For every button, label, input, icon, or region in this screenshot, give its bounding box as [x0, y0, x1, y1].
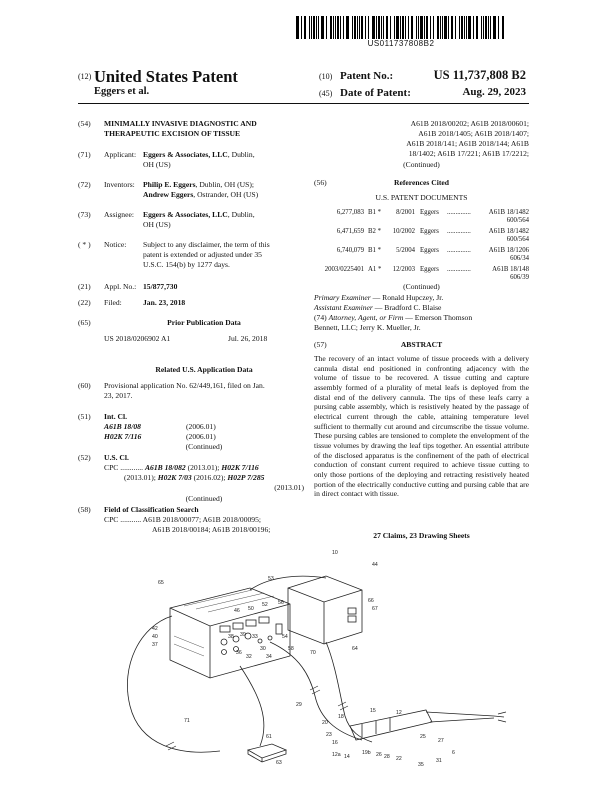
- reference-numeral: 18: [338, 714, 344, 720]
- applicant-code: (71): [78, 150, 91, 159]
- barcode-bar: [357, 16, 358, 39]
- barcode-bar: [333, 16, 334, 39]
- intcl-continued: (Continued): [185, 442, 223, 451]
- barcode-bar: [433, 16, 434, 39]
- barcode-bar: [448, 16, 449, 39]
- cont-line-2: A61B 2018/1405; A61B 2018/1407;: [418, 129, 529, 138]
- citation-date: 10/2002: [392, 228, 415, 235]
- intcl-code: (51): [78, 412, 91, 421]
- reference-numeral: 66: [368, 598, 374, 604]
- barcode-bar: [376, 16, 377, 39]
- reference-numeral: 29: [296, 702, 302, 708]
- console-top-edge: [170, 604, 290, 626]
- appl-number: 15/877,730: [143, 282, 178, 291]
- barcode-bar: [498, 16, 499, 39]
- inventor-2-loc: , Ostrander, OH (US): [193, 190, 259, 199]
- citation-row: [314, 209, 529, 226]
- cont-line-1: A61B 2018/00202; A61B 2018/00601;: [410, 119, 529, 128]
- fcs-line-1-text: A61B 2018/00077; A61B 2018/00095;: [142, 515, 261, 524]
- reference-numeral: 14: [344, 754, 350, 760]
- barcode-bar: [309, 16, 310, 39]
- barcode-bar: [490, 16, 491, 39]
- barcode-bar: [488, 16, 489, 39]
- barcode-bar: [326, 16, 327, 39]
- citation-number: 6,471,659: [336, 228, 364, 235]
- reference-numeral: 25: [420, 734, 426, 740]
- provisional-code: (60): [78, 381, 91, 390]
- citation-subclass: 606/39: [510, 274, 529, 282]
- reference-numeral: 38: [228, 634, 234, 640]
- assignee-loc: , Dublin,: [227, 210, 255, 219]
- barcode-bar: [321, 16, 324, 39]
- cable-65: [127, 616, 220, 752]
- attorney: [314, 313, 529, 323]
- provisional-line-2: 23, 2017.: [104, 391, 133, 400]
- barcode-bar: [361, 16, 363, 39]
- notice-line-1: Subject to any disclaimer, the term of this: [143, 240, 270, 249]
- reference-numeral: 71: [184, 718, 190, 724]
- reference-numeral: 33: [252, 634, 258, 640]
- reference-numeral: 22: [396, 756, 402, 762]
- reference-numeral: 56: [278, 600, 284, 606]
- barcode-bar: [411, 16, 413, 39]
- applicant-loc: , Dublin,: [227, 150, 255, 159]
- barcode-bar: [343, 16, 344, 39]
- barcode-bar: [437, 16, 439, 39]
- fcs-cpc-label: CPC: [104, 515, 119, 524]
- reference-numeral: 15: [370, 708, 376, 714]
- citation-class: A61B 18/1482: [488, 209, 529, 216]
- barcode-bar: [346, 16, 349, 39]
- applicant-value: [143, 150, 303, 160]
- barcode-bar: [296, 16, 299, 39]
- barcode-bar: [464, 16, 465, 39]
- citation-name: Eggers: [420, 209, 439, 216]
- console-box: [170, 588, 290, 678]
- reference-numeral: 10: [332, 550, 338, 556]
- citation-kind: B1 *: [368, 209, 382, 216]
- assignee-value: [143, 210, 303, 220]
- uscl-continued: (Continued): [185, 494, 223, 503]
- assignee-label: Assignee:: [104, 210, 134, 219]
- patent-no-label: Patent No.:: [340, 70, 394, 82]
- notice-code: ( * ): [78, 240, 91, 249]
- primary-label: Primary Examiner: [314, 293, 371, 302]
- citation-class: A61B 18/1206: [488, 247, 529, 254]
- citation-date: 12/2003: [392, 266, 415, 273]
- citation-subclass: 600/564: [506, 236, 529, 244]
- barcode-bar: [405, 16, 406, 39]
- reference-numeral: 12: [396, 710, 402, 716]
- refs-heading: References Cited: [394, 178, 449, 187]
- barcode-bar: [330, 16, 332, 39]
- abstract-heading: ABSTRACT: [400, 340, 443, 349]
- display-2: [233, 623, 243, 629]
- uscl-heading: U.S. Cl.: [104, 453, 129, 462]
- citation-subclass: 606/34: [510, 255, 529, 263]
- patent-date: Aug. 29, 2023: [462, 86, 526, 98]
- reference-numeral: 65: [158, 580, 164, 586]
- primary-name: — Ronald Hupczey, Jr.: [370, 293, 444, 302]
- barcode-bar: [335, 16, 336, 39]
- barcode-bar: [381, 16, 382, 39]
- barcode-bar: [430, 16, 431, 39]
- citation-number: 6,277,083: [336, 209, 364, 216]
- barcode-bar: [352, 16, 353, 39]
- barcode-bar: [304, 16, 306, 39]
- barcode-bar: [316, 16, 317, 39]
- reference-numeral: 35: [418, 762, 424, 768]
- reference-numeral: 34: [266, 654, 272, 660]
- date-label: Date of Patent:: [340, 87, 411, 99]
- reference-numeral: 40: [152, 634, 158, 640]
- barcode-bar: [481, 16, 482, 39]
- citation-dots: ..............: [447, 228, 471, 235]
- title-line-1: MINIMALLY INVASIVE DIAGNOSTIC AND: [104, 119, 257, 128]
- title-code: (54): [78, 119, 91, 128]
- citation-number: 2003/0225401: [324, 266, 364, 273]
- patent-drawing: [100, 546, 540, 786]
- notice-line-3: U.S.C. 154(b) by 1277 days.: [143, 260, 230, 269]
- refs-continued: (Continued): [403, 282, 440, 291]
- reference-numeral: 12a: [332, 752, 341, 758]
- reference-numeral: 54: [282, 634, 288, 640]
- uscl-code: (52): [78, 453, 91, 462]
- notice-label: Notice:: [104, 240, 127, 249]
- citation-subclass: 600/564: [506, 217, 529, 225]
- barcode-bar: [444, 16, 447, 39]
- barcode-bar: [372, 16, 375, 39]
- knob-3: [245, 633, 251, 639]
- reference-numeral: 37: [152, 642, 158, 648]
- applicant-name: Eggers & Associates, LLC: [143, 150, 228, 159]
- cpc-3: H02K 7/03: [157, 473, 192, 482]
- barcode-bar: [466, 16, 467, 39]
- reference-numeral: 46: [234, 608, 240, 614]
- barcode-number: US011737808B2: [367, 39, 435, 48]
- reference-numeral: 53: [268, 576, 274, 582]
- barcode-bar: [424, 16, 425, 39]
- patent-number: US 11,737,808 B2: [433, 68, 526, 82]
- inventor-2-name: Andrew Eggers: [143, 190, 194, 199]
- barcode: [296, 16, 506, 39]
- assistant-examiner: [314, 303, 529, 313]
- reference-numeral: 39: [240, 632, 246, 638]
- citation-kind: B1 *: [368, 247, 382, 254]
- cpc-1: A61B 18/082: [144, 463, 186, 472]
- intcl-2-year: (2006.01): [186, 432, 216, 441]
- display-3: [246, 620, 256, 626]
- citation-dots: ..............: [447, 209, 471, 216]
- barcode-bar: [476, 16, 478, 39]
- intcl-1-year: (2006.01): [186, 422, 216, 431]
- prior-date: Jul. 26, 2018: [228, 334, 268, 343]
- filed-label: Filed:: [104, 298, 122, 307]
- barcode-bar: [354, 16, 356, 39]
- reference-numeral: 23: [326, 732, 332, 738]
- prior-heading: Prior Publication Data: [167, 318, 241, 327]
- citation-kind: B2 *: [368, 228, 382, 235]
- barcode-bar: [337, 16, 339, 39]
- citation-class: A61B 18/148: [492, 266, 529, 273]
- barcode-bar: [455, 16, 456, 39]
- barcode-bar: [394, 16, 395, 39]
- cont-line-4: 18/1402; A61B 17/221; A61B 17/2212;: [408, 149, 529, 158]
- barcode-bar: [468, 16, 471, 39]
- attorney-label: Attorney, Agent, or Firm: [328, 313, 404, 322]
- barcode-bar: [451, 16, 453, 39]
- cpc-line-1: [104, 463, 304, 473]
- barcode-bar: [483, 16, 484, 39]
- cpc-line-3: (2013.01): [274, 483, 304, 492]
- provisional-line-1: Provisional application No. 62/449,161, filed on Jan.: [104, 381, 265, 390]
- intcl-2: H02K 7/116: [104, 432, 142, 441]
- inventor-short: Eggers et al.: [94, 86, 150, 97]
- assignee-name: Eggers & Associates, LLC: [143, 210, 228, 219]
- secondary-box: [288, 576, 362, 644]
- intcl-heading: Int. Cl.: [104, 412, 127, 421]
- cable-main: [270, 642, 362, 740]
- barcode-bar: [408, 16, 409, 39]
- barcode-bar: [402, 16, 404, 39]
- cont-continued: (Continued): [403, 160, 440, 169]
- attorney-name-2: Bennett, LLC; Jerry K. Mueller, Jr.: [314, 323, 421, 332]
- reference-numeral: 27: [438, 738, 444, 744]
- cannula: [426, 712, 494, 722]
- primary-examiner: [314, 293, 529, 303]
- barcode-bar: [368, 16, 369, 39]
- cpc-line-2: [124, 473, 304, 483]
- cpc-3-year: (2016.02);: [191, 473, 228, 482]
- barcode-bar: [378, 16, 380, 39]
- prior-publication: US 2018/0206902 A1: [104, 334, 171, 343]
- cpc-line-2-a: (2013.01);: [124, 473, 158, 482]
- barcode-bar: [318, 16, 319, 39]
- barcode-bar: [390, 16, 391, 39]
- filed-date: Jan. 23, 2018: [143, 298, 186, 307]
- barcode-bar: [473, 16, 474, 39]
- cpc-dots: ............: [120, 463, 144, 472]
- inventor-1-name: Philip E. Eggers: [143, 180, 196, 189]
- barcode-bar: [440, 16, 441, 39]
- reference-numeral: 16: [332, 740, 338, 746]
- citation-dots: ..............: [447, 266, 471, 273]
- attorney-name-1: — Emerson Thomson: [403, 313, 473, 322]
- cable-footswitch: [240, 666, 264, 746]
- barcode-bar: [459, 16, 460, 39]
- inventor-2: [143, 190, 303, 200]
- citation-date: 8/2001: [396, 209, 415, 216]
- reference-numeral: 28: [384, 754, 390, 760]
- barcode-bar: [400, 16, 401, 39]
- reference-numeral: 50: [248, 606, 254, 612]
- refs-code: (56): [314, 178, 327, 187]
- reference-numeral: 44: [372, 562, 378, 568]
- patent-no-code: (10): [319, 72, 333, 81]
- assistant-label: Assistant Examiner: [314, 303, 373, 312]
- citation-class: A61B 18/1482: [488, 228, 529, 235]
- barcode-bar: [420, 16, 423, 39]
- title-line-2: THERAPEUTIC EXCISION OF TISSUE: [104, 129, 241, 138]
- citation-date: 5/2004: [396, 247, 415, 254]
- reference-numeral: 26: [376, 752, 382, 758]
- barcode-bar: [396, 16, 399, 39]
- reference-numeral: 64: [352, 646, 358, 652]
- abstract-text: The recovery of an intact volume of tissue proceeds with a delivery cannula distal end positioned in confronting adjacency with the volume of tissue to be recovered. A tissue cutting and capture assembly formed of a plurality of metal leafs is deployed from the distal end of the delivery cannula. The tips of these leafs carry a pursing cable assembly, which is resistively heated by the passage of electrical current through the cable, attaining temperature level sufficient to thermally cut around and circumscribe the tissue volume. These pursing cables are tensioned to complete the envelopment of the tissue volumes by drawing the leaf tips together. An essential attribute of the disclosed apparatus is the confinement of the path of electrical conduction of constant current required to achieve tissue cutting to only those portions of the deploying and retracting resistively heated portion of the electrically conductive cutting and pursing cable that are in direct contact with tissue.: [314, 354, 529, 499]
- intcl-1: A61B 18/08: [104, 422, 141, 431]
- header-rule: [78, 103, 529, 104]
- assistant-name: — Bradford C. Blaise: [372, 303, 442, 312]
- barcode-bar: [365, 16, 366, 39]
- reference-numeral: 52: [262, 602, 268, 608]
- barcode-bar: [461, 16, 463, 39]
- citation-name: Eggers: [420, 266, 439, 273]
- abstract-code: (57): [314, 340, 327, 349]
- barcode-bar: [418, 16, 419, 39]
- instrument-tip: [494, 712, 506, 722]
- appl-code: (21): [78, 282, 91, 291]
- cpc-2: H02K 7/116: [221, 463, 259, 472]
- citation-name: Eggers: [420, 228, 439, 235]
- barcode-bar: [301, 16, 302, 39]
- reference-numeral: 19b: [362, 750, 371, 756]
- cpc-label: CPC: [104, 463, 119, 472]
- barcode-bar: [426, 16, 428, 39]
- cpc-4: H02P 7/285: [227, 473, 265, 482]
- reference-numeral: 70: [310, 650, 316, 656]
- barcode-bar: [383, 16, 384, 39]
- citation-row: [314, 228, 529, 245]
- document-type: United States Patent: [94, 67, 238, 86]
- fcs-line-1: [104, 515, 304, 525]
- barcode-bar: [493, 16, 496, 39]
- citation-dots: ..............: [447, 247, 471, 254]
- assignee-loc-2: OH (US): [143, 220, 171, 229]
- inventor-1-loc: , Dublin, OH (US);: [195, 180, 254, 189]
- display-1: [220, 626, 230, 632]
- citation-number: 6,740,079: [336, 247, 364, 254]
- knob-1: [221, 639, 227, 645]
- fcs-heading: Field of Classification Search: [104, 505, 199, 514]
- barcode-bar: [340, 16, 341, 39]
- inventor-1: [143, 180, 303, 190]
- related-heading: Related U.S. Application Data: [155, 365, 253, 374]
- cont-line-3: A61B 2018/141; A61B 2018/144; A61B: [406, 139, 529, 148]
- fcs-code: (58): [78, 505, 91, 514]
- date-code: (45): [319, 89, 333, 98]
- applicant-label: Applicant:: [104, 150, 137, 159]
- barcode-bar: [311, 16, 312, 39]
- appl-label: Appl. No.:: [104, 282, 137, 291]
- reference-numeral: 31: [436, 758, 442, 764]
- cpc-1-year: (2013.01);: [185, 463, 222, 472]
- barcode-bar: [502, 16, 504, 39]
- attorney-code: (74): [314, 313, 329, 322]
- inventors-label: Inventors:: [104, 180, 135, 189]
- claims-summary: 27 Claims, 23 Drawing Sheets: [373, 531, 470, 540]
- barcode-bar: [313, 16, 315, 39]
- barcode-bar: [386, 16, 388, 39]
- reference-numeral: 32: [246, 654, 252, 660]
- cable-secondary: [326, 642, 372, 742]
- reference-numeral: 42: [152, 626, 158, 632]
- knob-2: [233, 636, 239, 642]
- inventors-code: (72): [78, 180, 91, 189]
- prior-code: (65): [78, 318, 91, 327]
- barcode-bar: [442, 16, 443, 39]
- reference-numeral: 67: [372, 606, 378, 612]
- fcs-line-2: A61B 2018/00184; A61B 2018/00196;: [152, 525, 271, 534]
- citation-name: Eggers: [420, 247, 439, 254]
- reference-numeral: 6: [452, 750, 455, 756]
- citation-row: [314, 247, 529, 264]
- reference-numeral: 61: [266, 734, 272, 740]
- reference-numeral: 20: [322, 720, 328, 726]
- fcs-dots: ...........: [120, 515, 142, 524]
- kind-code: (12): [78, 72, 92, 81]
- citation-row: [314, 266, 529, 283]
- barcode-bar: [359, 16, 360, 39]
- reference-numeral: 36: [236, 650, 242, 656]
- reference-numeral: 58: [288, 646, 294, 652]
- citation-kind: A1 *: [368, 266, 382, 273]
- reference-numeral: 30: [260, 646, 266, 652]
- barcode-bar: [485, 16, 487, 39]
- filed-code: (22): [78, 298, 91, 307]
- notice-line-2: patent is extended or adjusted under 35: [143, 250, 262, 259]
- reference-numeral: 63: [276, 760, 282, 766]
- barcode-bar: [416, 16, 417, 39]
- display-4: [259, 617, 269, 623]
- refs-sub: U.S. PATENT DOCUMENTS: [375, 193, 468, 202]
- assignee-code: (73): [78, 210, 91, 219]
- applicant-loc-2: OH (US): [143, 160, 171, 169]
